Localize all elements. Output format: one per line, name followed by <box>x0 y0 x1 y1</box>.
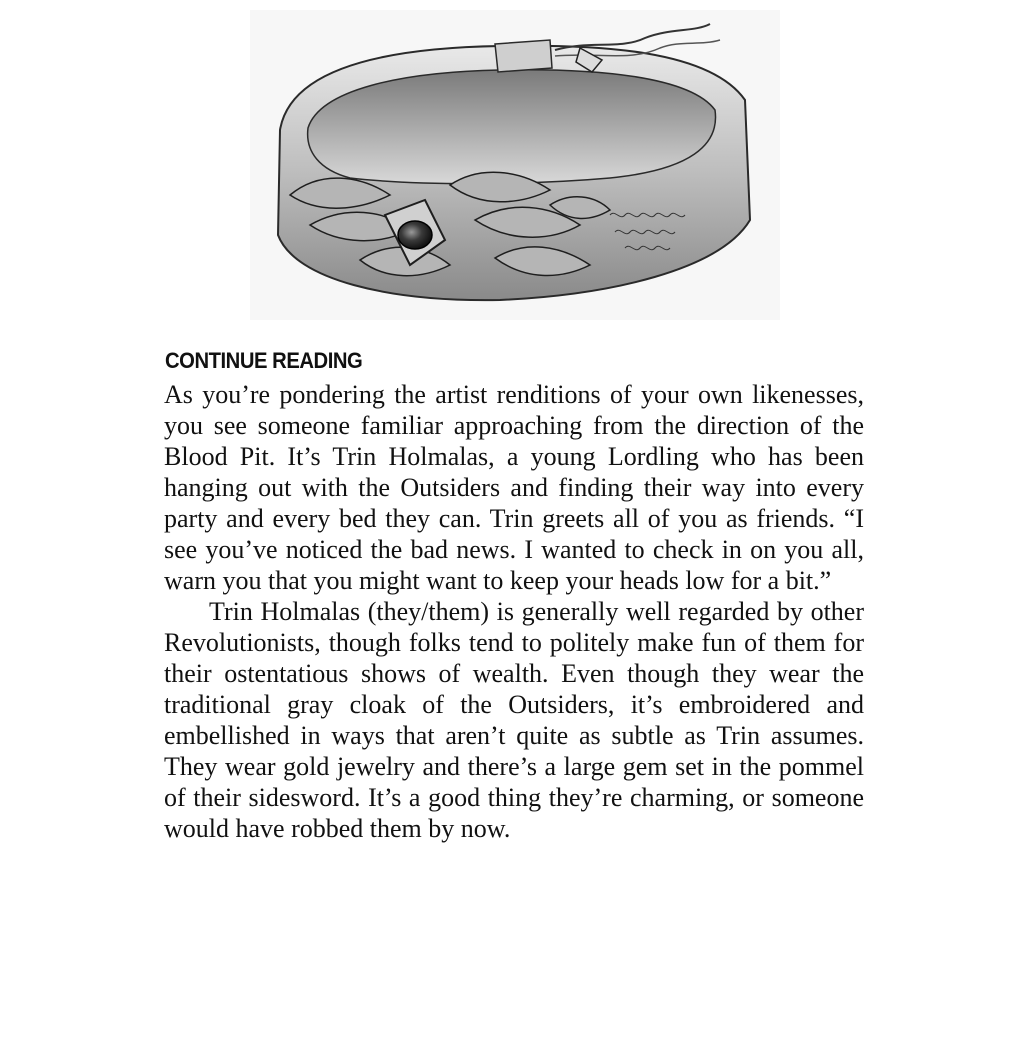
bracelet-illustration <box>250 10 780 320</box>
article-paragraph: Trin Holmalas (they/them) is generally well regarded by other Revolutionists, though folks tend to politely make fun of them for their ostentatious shows of wealth. Even though they wear the traditional gray cloak of the Outsiders, it’s embroidered and embellished in ways that aren’t quite as subtle as Trin assumes. They wear gold jewelry and there’s a large gem set in the pommel of their sidesword. It’s a good thing they’re charming, or someone would have robbed them by now. <box>164 597 864 843</box>
section-heading: CONTINUE READING <box>165 348 363 373</box>
article-paragraph: As you’re pondering the artist renditions of your own likenesses, you see someone familiar approaching from the direction of the Blood Pit. It’s Trin Holmalas, a young Lordling who has been hanging out with the Outsiders and finding their way into every party and every bed they can. Trin greets all of you as friends. “I see you’ve noticed the bad news. I wanted to check in on you all, warn you that you might want to keep your heads low for a bit.” <box>164 380 864 595</box>
article-body <box>164 379 864 844</box>
